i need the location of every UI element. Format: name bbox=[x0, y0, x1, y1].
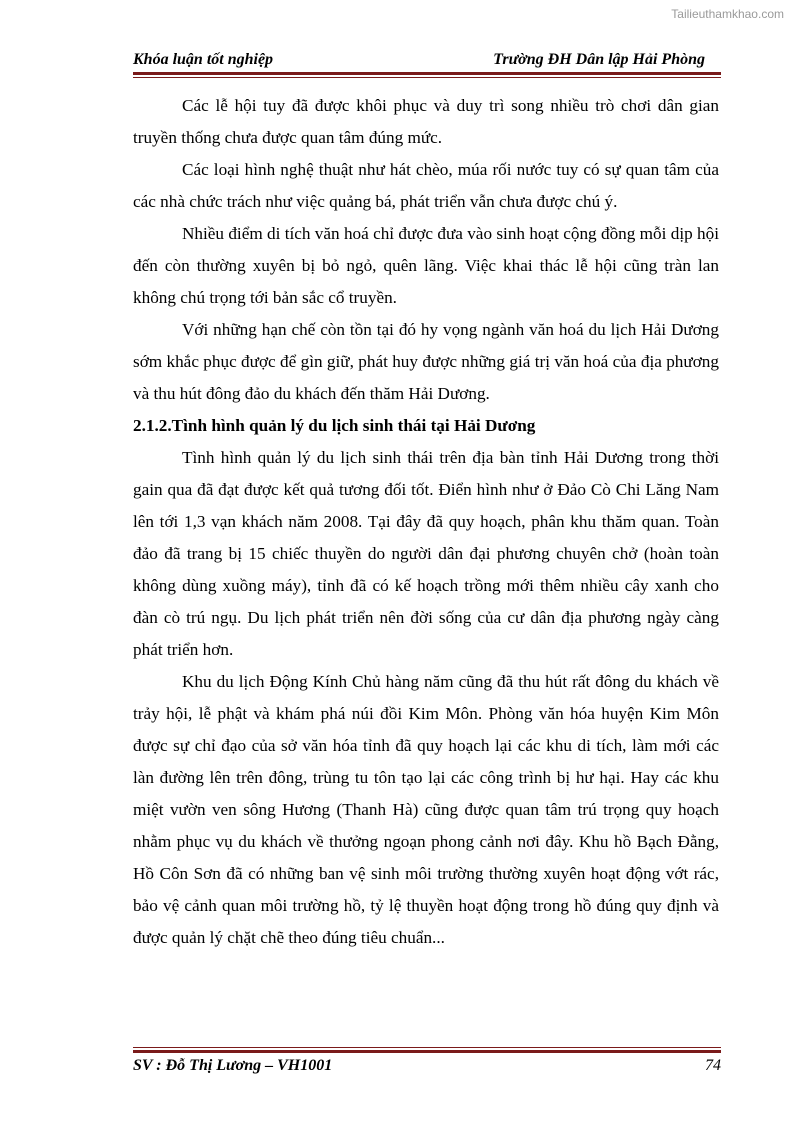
page-header bbox=[133, 51, 705, 71]
paragraph-6: Khu du lịch Động Kính Chủ hàng năm cũng đã thu hút rất đông du khách về trảy hội, lễ phật và khám phá núi đồi Kim Môn. Phòng văn hóa huyện Kim Môn được sự chỉ đạo của sở văn hóa tỉnh đã quy hoạch lại các khu di tích, làm mới các làn đường lên trên đông, trùng tu tôn tạo lại các công trình bị hư hại. Hay các khu miệt vườn ven sông Hương (Thanh Hà) cũng được quan tâm trú trọng quy hoạch nhằm phục vụ du khách về thưởng ngoạn phong cảnh nơi đây. Khu hồ Bạch Đằng, Hồ Côn Sơn đã có những ban vệ sinh môi trường thường xuyên hoạt động vớt rác, bảo vệ cảnh quan môi trường hồ, tỷ lệ thuyền hoạt động trong hồ đúng quy định và được quản lý chặt chẽ theo đúng tiêu chuẩn... bbox=[133, 672, 719, 947]
header-rule-thin bbox=[133, 77, 721, 78]
paragraph-2: Các loại hình nghệ thuật như hát chèo, múa rối nước tuy có sự quan tâm của các nhà chức trách như việc quảng bá, phát triển vẫn chưa được chú ý. bbox=[133, 160, 719, 211]
page-body bbox=[133, 90, 719, 954]
paragraph-5: Tình hình quản lý du lịch sinh thái trên địa bàn tỉnh Hải Dương trong thời gain qua đã đạt được kết quả tương đối tốt. Điển hình như ở Đảo Cò Chi Lăng Nam lên tới 1,3 vạn khách năm 2008. Tại đây đã quy hoạch, phân khu thăm quan. Toàn đảo đã trang bị 15 chiếc thuyền do người dân đại phương chuyên chở (hoàn toàn không dùng xuồng máy), tỉnh đã có kế hoạch trồng mới thêm nhiều cây xanh cho đàn cò trú ngụ. Du lịch phát triển nên đời sống của cư dân địa phương ngày càng phát triển hơn. bbox=[133, 448, 719, 659]
header-university: Trường ĐH Dân lập Hải Phòng bbox=[493, 51, 705, 68]
header-thesis-title: Khóa luận tốt nghiệp bbox=[133, 51, 274, 68]
header-rule-thick bbox=[133, 72, 721, 75]
section-heading: 2.1.2.Tình hình quản lý du lịch sinh thái tại Hải Dương bbox=[133, 416, 536, 435]
paragraph-4: Với những hạn chế còn tồn tại đó hy vọng ngành văn hoá du lịch Hải Dương sớm khắc phục được để gìn giữ, phát huy được những giá trị văn hoá của địa phương và thu hút đông đảo du khách đến thăm Hải Dương. bbox=[133, 320, 719, 403]
paragraph-1: Các lễ hội tuy đã được khôi phục và duy trì song nhiều trò chơi dân gian truyền thống chưa được quan tâm đúng mức. bbox=[133, 96, 719, 147]
footer-rule-thin bbox=[133, 1047, 721, 1048]
footer-student: SV : Đỗ Thị Lương – VH1001 bbox=[133, 1057, 333, 1074]
page-footer bbox=[133, 1057, 721, 1077]
watermark: Tailieuthamkhao.com bbox=[671, 7, 784, 21]
page-number: 74 bbox=[705, 1057, 721, 1074]
paragraph-3: Nhiều điểm di tích văn hoá chỉ được đưa vào sinh hoạt cộng đồng mỗi dịp hội đến còn thường xuyên bị bỏ ngỏ, quên lãng. Việc khai thác lễ hội cũng tràn lan không chú trọng tới bản sắc cổ truyền. bbox=[133, 224, 719, 307]
footer-rule-thick bbox=[133, 1050, 721, 1053]
